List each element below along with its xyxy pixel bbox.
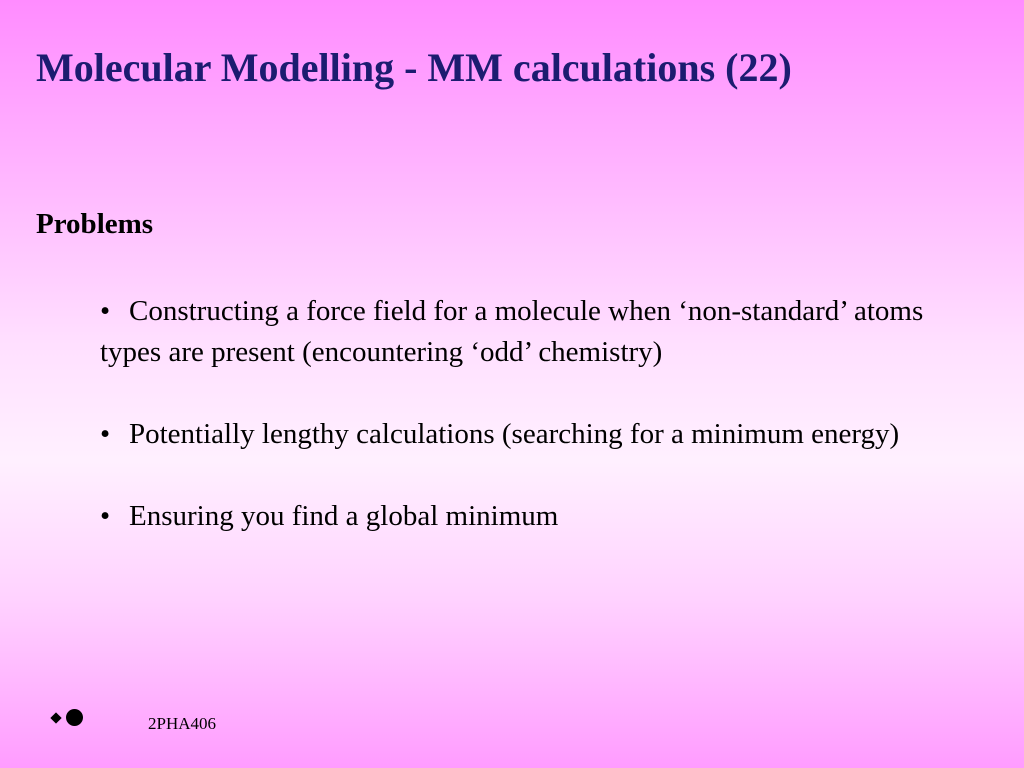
bullet-item-lengthy-calculations [100,414,990,455]
bullet-item-force-field [100,291,990,373]
bullet-icon: • [100,295,111,327]
dot-icon [66,709,83,726]
bullet-text: Ensuring you find a global minimum [129,500,559,532]
bullet-icon: • [100,500,111,532]
bullet-text: Potentially lengthy calculations (searching for a minimum energy) [129,418,900,450]
bullet-icon: • [100,418,111,450]
section-heading: Problems [36,208,154,240]
bullet-list [100,291,990,578]
bullet-text: Constructing a force field for a molecule when ‘non-standard’ atoms types are present (encountering ‘odd’ chemistry) [100,295,924,368]
footer-course-code: 2PHA406 [148,714,217,733]
bullet-item-global-minimum [100,496,990,537]
diamond-icon [50,712,61,723]
slide-title: Molecular Modelling - MM calculations (22) [36,45,792,90]
footer-marks [52,709,83,726]
